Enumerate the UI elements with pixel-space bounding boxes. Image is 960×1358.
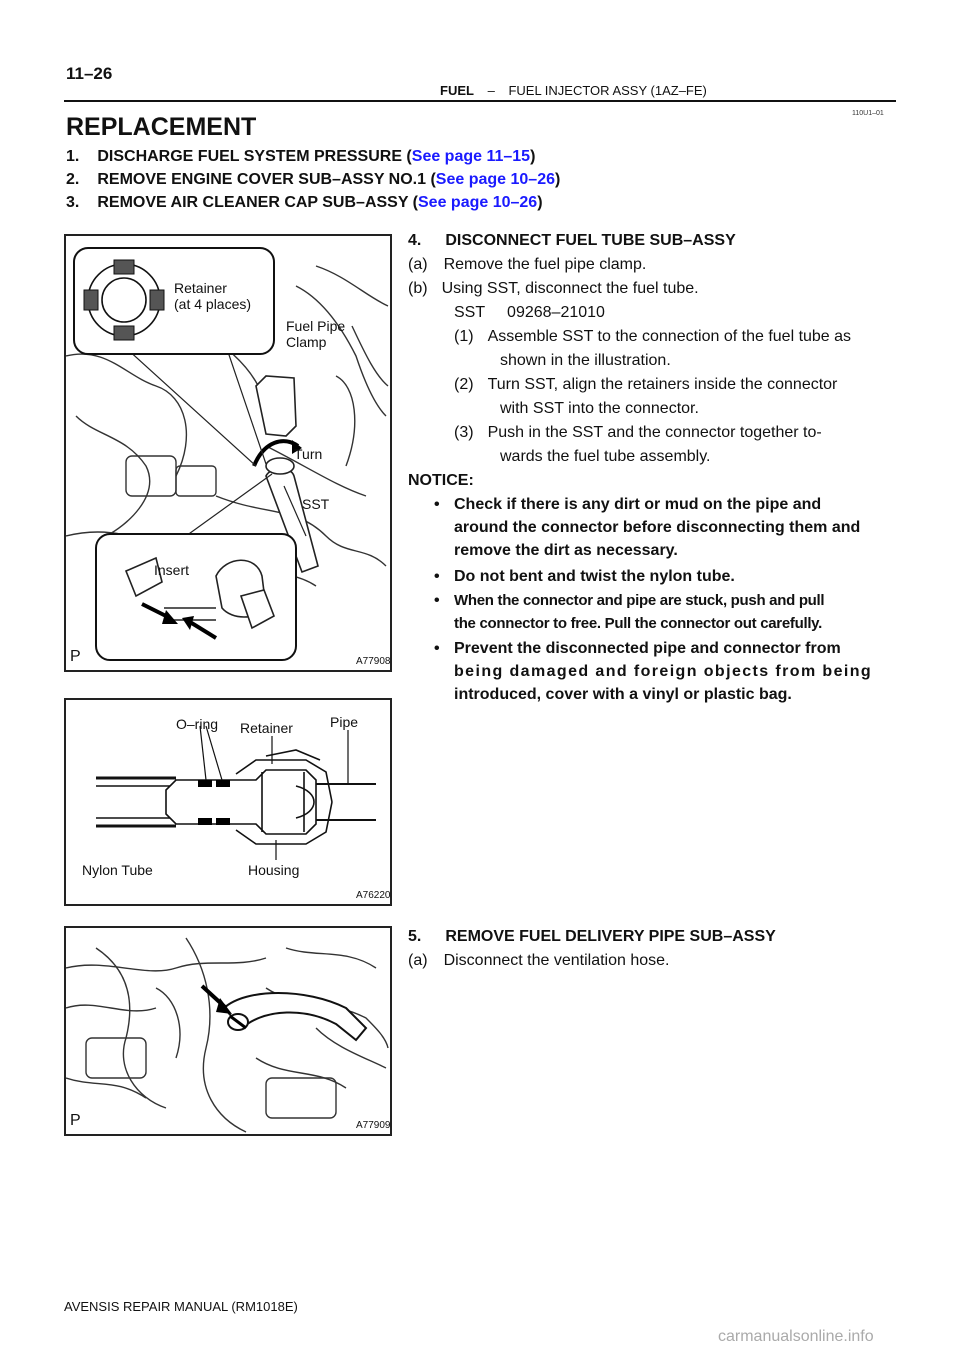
label-insert: Insert xyxy=(154,562,190,578)
notice-item-1 xyxy=(454,496,860,560)
notice-item-2 xyxy=(454,568,735,586)
substep-number: (2) xyxy=(454,376,474,393)
notice-line: being damaged and foreign objects from being xyxy=(454,663,873,680)
notice-bullet: • xyxy=(434,496,440,513)
label-o-ring: O–ring xyxy=(176,716,219,732)
step-4b-3 xyxy=(454,424,822,442)
step-close: ) xyxy=(555,171,561,188)
page-link[interactable]: See page 10–26 xyxy=(418,194,538,211)
step-3 xyxy=(66,194,543,212)
step-number: 2. xyxy=(66,171,80,188)
substep-number: (a) xyxy=(408,952,428,969)
notice-line: the connector to free. Pull the connector out carefully. xyxy=(454,615,822,632)
substep-number: (3) xyxy=(454,424,474,441)
label-clamp-line2: Clamp xyxy=(286,334,327,350)
step-4a xyxy=(408,256,646,274)
step-number: 5. xyxy=(408,928,422,945)
page-title: REPLACEMENT xyxy=(66,113,257,141)
label-retainer-line2: (at 4 places) xyxy=(174,296,252,312)
notice-bullet: • xyxy=(434,568,440,585)
notice-line: around the connector before disconnecting them and xyxy=(454,519,861,536)
label-sst: SST xyxy=(302,496,330,512)
notice-line: Check if there is any dirt or mud on the pipe and xyxy=(454,496,822,513)
step-4b-3-cont: wards the fuel tube assembly. xyxy=(500,448,711,465)
step-4b-2-cont: with SST into the connector. xyxy=(500,400,699,417)
figure-connector-section xyxy=(64,698,392,906)
section-name: FUEL xyxy=(440,83,474,98)
label-pipe: Pipe xyxy=(330,714,359,730)
step-4b-1-cont: shown in the illustration. xyxy=(500,352,671,369)
substep-text: Assemble SST to the connection of the fuel tube as xyxy=(487,328,852,345)
figure-3-illustration xyxy=(66,928,390,1134)
notice-line: When the connector and pipe are stuck, push and pull xyxy=(454,592,825,609)
label-turn: Turn xyxy=(294,446,323,462)
section-header xyxy=(440,83,707,98)
notice-item-3 xyxy=(454,592,824,632)
notice-line: introduced, cover with a vinyl or plastic bag. xyxy=(454,686,792,703)
step-text: DISCHARGE FUEL SYSTEM PRESSURE ( xyxy=(97,148,412,165)
sst-number: SST 09268–21010 xyxy=(454,304,605,321)
step-1 xyxy=(66,148,535,166)
subsection-name: FUEL INJECTOR ASSY (1AZ–FE) xyxy=(508,83,707,98)
figure-ventilation-hose xyxy=(64,926,392,1136)
label-clamp-line1: Fuel Pipe xyxy=(286,318,346,334)
step-number: 1. xyxy=(66,148,80,165)
substep-text: Turn SST, align the retainers inside the connector xyxy=(487,376,838,393)
notice-heading: NOTICE: xyxy=(408,472,474,489)
notice-line: Prevent the disconnected pipe and connector from xyxy=(454,640,841,657)
header-dash: – xyxy=(487,83,495,98)
label-nylon-tube: Nylon Tube xyxy=(82,862,153,878)
substep-text: Push in the SST and the connector together to- xyxy=(487,424,822,441)
step-number: 4. xyxy=(408,232,422,249)
label-housing: Housing xyxy=(248,862,300,878)
step-title: REMOVE FUEL DELIVERY PIPE SUB–ASSY xyxy=(445,928,776,945)
substep-number: (b) xyxy=(408,280,428,297)
step-text: REMOVE ENGINE COVER SUB–ASSY NO.1 ( xyxy=(97,171,436,188)
doc-id: 110U1–01 xyxy=(852,110,884,117)
step-4-heading xyxy=(408,232,736,250)
page-link[interactable]: See page 10–26 xyxy=(435,171,555,188)
watermark: carmanualsonline.info xyxy=(718,1328,874,1345)
notice-line: Do not bent and twist the nylon tube. xyxy=(454,568,735,585)
label-fuel-pipe-clamp xyxy=(286,318,345,350)
step-close: ) xyxy=(537,194,543,211)
page-number: 11–26 xyxy=(66,64,113,83)
step-4b-1 xyxy=(454,328,851,346)
label-retainer-line1: Retainer xyxy=(174,280,227,296)
notice-item-4 xyxy=(454,640,872,704)
substep-number: (1) xyxy=(454,328,474,345)
substep-text: Remove the fuel pipe clamp. xyxy=(443,256,647,273)
figure-code: A77909 xyxy=(356,1120,391,1131)
step-5a xyxy=(408,952,669,970)
page-link[interactable]: See page 11–15 xyxy=(411,148,531,165)
label-retainer-2: Retainer xyxy=(240,720,293,736)
figure-code: A77908 xyxy=(356,656,391,667)
notice-line: remove the dirt as necessary. xyxy=(454,542,678,559)
notice-bullet: • xyxy=(434,640,440,657)
step-close: ) xyxy=(530,148,536,165)
header-rule xyxy=(64,100,896,102)
step-5-heading xyxy=(408,928,776,946)
substep-text: Using SST, disconnect the fuel tube. xyxy=(441,280,699,297)
figure-corner-mark: P xyxy=(70,1112,81,1129)
substep-number: (a) xyxy=(408,256,428,273)
figure-fuel-tube-disconnect xyxy=(64,234,392,672)
notice-bullet: • xyxy=(434,592,440,609)
step-number: 3. xyxy=(66,194,80,211)
step-title: DISCONNECT FUEL TUBE SUB–ASSY xyxy=(445,232,736,249)
substep-text: Disconnect the ventilation hose. xyxy=(443,952,670,969)
figure-code: A76220 xyxy=(356,890,391,901)
step-4b-2 xyxy=(454,376,837,394)
step-2 xyxy=(66,171,560,189)
figure-corner-mark: P xyxy=(70,648,81,665)
label-retainer xyxy=(174,280,251,312)
step-text: REMOVE AIR CLEANER CAP SUB–ASSY ( xyxy=(97,194,418,211)
step-4b xyxy=(408,280,699,298)
footer: AVENSIS REPAIR MANUAL (RM1018E) xyxy=(64,1299,298,1314)
